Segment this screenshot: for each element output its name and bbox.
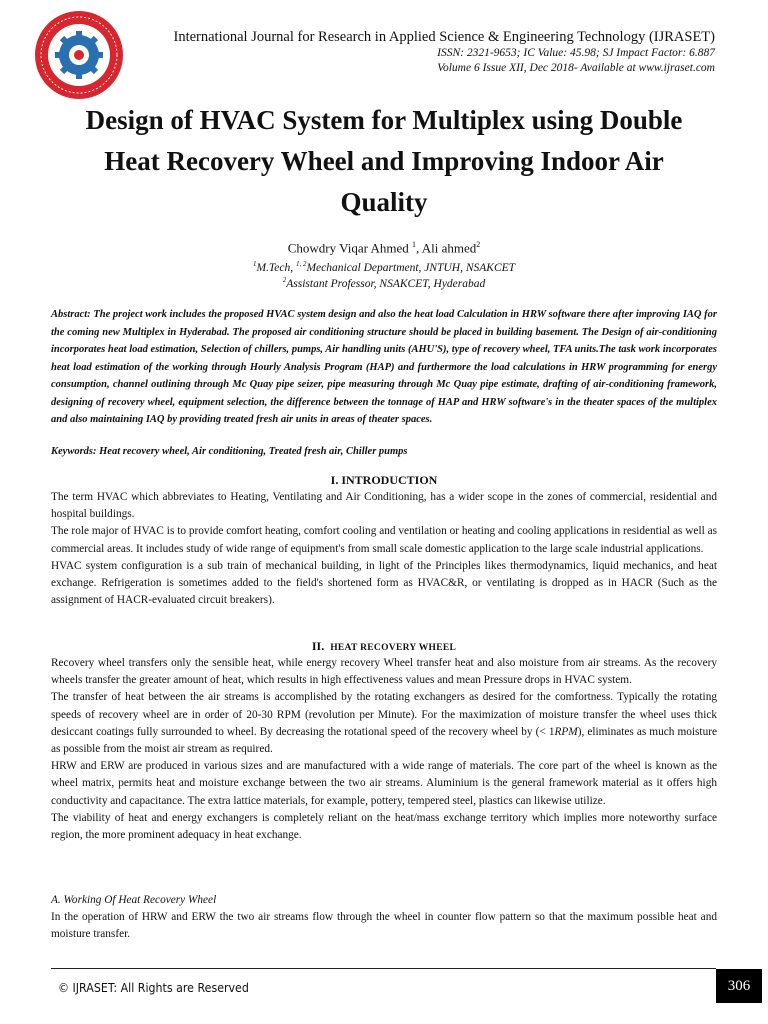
- section-number: II.: [311, 639, 325, 653]
- paragraph: HVAC system configuration is a sub train of mechanical building, in light of the Principles likes thermodynamics, liquid mechanics, and heat exchange. Refrigeration is sometimes added to the field's shortened form as HVAC&R, or ventilating is dropped as in HACR (Such as the assignment of HACR-evaluated circuit breakers).: [51, 559, 717, 607]
- affil-sup: 1, 2: [295, 260, 307, 268]
- affil-sup: 1: [252, 260, 257, 268]
- affil-text: Assistant Professor, NSAKCET, Hyderabad: [286, 277, 486, 290]
- introduction-body: [51, 489, 717, 609]
- journal-name: International Journal for Research in Applied Science & Engineering Technology (IJRASET): [173, 29, 715, 45]
- author-name: Ali ahmed: [421, 240, 477, 256]
- subsection-heading: A. Working Of Heat Recovery Wheel: [51, 894, 217, 906]
- paragraph: The viability of heat and energy exchangers is completely reliant on the heat/mass exchange territory which implies more noteworthy surface region, the more prominent adequacy in heat exchange.: [51, 811, 717, 842]
- section-heading-introduction: I. INTRODUCTION: [330, 473, 438, 487]
- abstract: Abstract: The project work includes the proposed HVAC system design and also the heat load Calculation in HRW software there after improving IAQ for the coming new Multiplex in Hyderabad. The proposed air conditioning structure should be placed in building basement. The Design of air-conditioning incorporates heat load estimation, Selection of chillers, pumps, Air handling units (AHU'S), type of recovery wheel, TFA units.The task work incorporates heat load estimation of the working through Hourly Analysis Program (HAP) and furthermore the load calculations in HRW programming for energy consumption, channel outlining through Mc Quay pipe seizer, pipe measuring through Mc Quay pipe estimate, drafting of air-conditioning framework, designing of recovery wheel, equipment selection, the difference between the tonnage of HAP and HRW software's in the theater spaces of the multiplex and also maintaining IAQ by providing treated fresh air units in areas of theater spaces.: [51, 309, 717, 425]
- author-line: [0, 237, 768, 256]
- paragraph: [51, 689, 717, 758]
- paper-title: Design of HVAC System for Multiplex using Double Heat Recovery Wheel and Improving Indoor Air Quality: [85, 105, 683, 217]
- section-title: HEAT RECOVERY WHEEL: [330, 643, 457, 653]
- copyright-notice: © IJRASET: All Rights are Reserved: [58, 981, 249, 995]
- paragraph: Recovery wheel transfers only the sensible heat, while energy recovery Wheel transfer heat and also moisture from air streams. As the recovery wheels transfer the greater amount of heat, which results in high effectiveness values and mean Pressure drops in HVAC system.: [51, 657, 717, 687]
- author-sup: 1: [411, 240, 416, 249]
- text-run: ), eliminates as much moisture as possible from the moist air stream as required.: [51, 725, 717, 756]
- issn-line: ISSN: 2321-9653; IC Value: 45.98; SJ Impact Factor: 6.887: [437, 47, 715, 59]
- paragraph: In the operation of HRW and ERW the two air streams flow through the wheel in counter flow pattern so that the maximum possible heat and moisture transfer.: [51, 911, 717, 941]
- section-heading-heat-recovery-wheel: [0, 638, 768, 656]
- working-body: [51, 909, 717, 943]
- text-run: The transfer of heat between the air streams is accomplished by the rotating exchangers as desired for the comfortness. Typically the rotating speeds of recovery wheel are in order of 20-30 RPM (revolution per Minute). For the maximization of moisture transfer the wheel uses thick desiccant coatings fully surrounded to wheel. By decreasing the rotational speed of the recovery wheel by (< 1: [51, 691, 717, 738]
- affil-degree: M.Tech,: [256, 261, 296, 274]
- heat-recovery-body: [51, 655, 717, 844]
- journal-logo: [33, 9, 125, 101]
- volume-line: Volume 6 Issue XII, Dec 2018- Available at www.ijraset.com: [437, 62, 715, 74]
- author-sup: 2: [476, 240, 481, 249]
- affiliation-2: [0, 273, 768, 291]
- paragraph: The role major of HVAC is to provide comfort heating, comfort cooling and ventilation or heating and cooling applications in residential as well as commercial areas. It includes study of wide range of equipment's from small scale domestic application to the large scale industrial applications.: [51, 525, 717, 555]
- page-number: 306: [716, 969, 762, 1003]
- author-separator: ,: [415, 240, 422, 256]
- affil-text: Mechanical Department, JNTUH, NSAKCET: [306, 261, 516, 274]
- journal-header: [130, 28, 715, 76]
- paragraph: HRW and ERW are produced in various sizes and are manufactured with a wide range of materials. The core part of the wheel is known as the wheel matrix, permits heat and moisture exchange between the two air streams. Aluminium is the general framework material as it offers high conductivity and capacitance. The extra lattice materials, for example, pottery, tempered steel, plastics can likewise utilize.: [51, 760, 717, 807]
- keywords: Keywords: Heat recovery wheel, Air conditioning, Treated fresh air, Chiller pumps: [51, 446, 408, 457]
- footer-rule: [51, 968, 716, 969]
- math-symbol: RPM: [554, 725, 578, 738]
- author-name: Chowdry Viqar Ahmed: [287, 240, 409, 256]
- paragraph: The term HVAC which abbreviates to Heating, Ventilating and Air Conditioning, has a wider scope in the zones of commercial, residential and hospital buildings.: [51, 491, 717, 521]
- affil-sup: 2: [282, 276, 287, 284]
